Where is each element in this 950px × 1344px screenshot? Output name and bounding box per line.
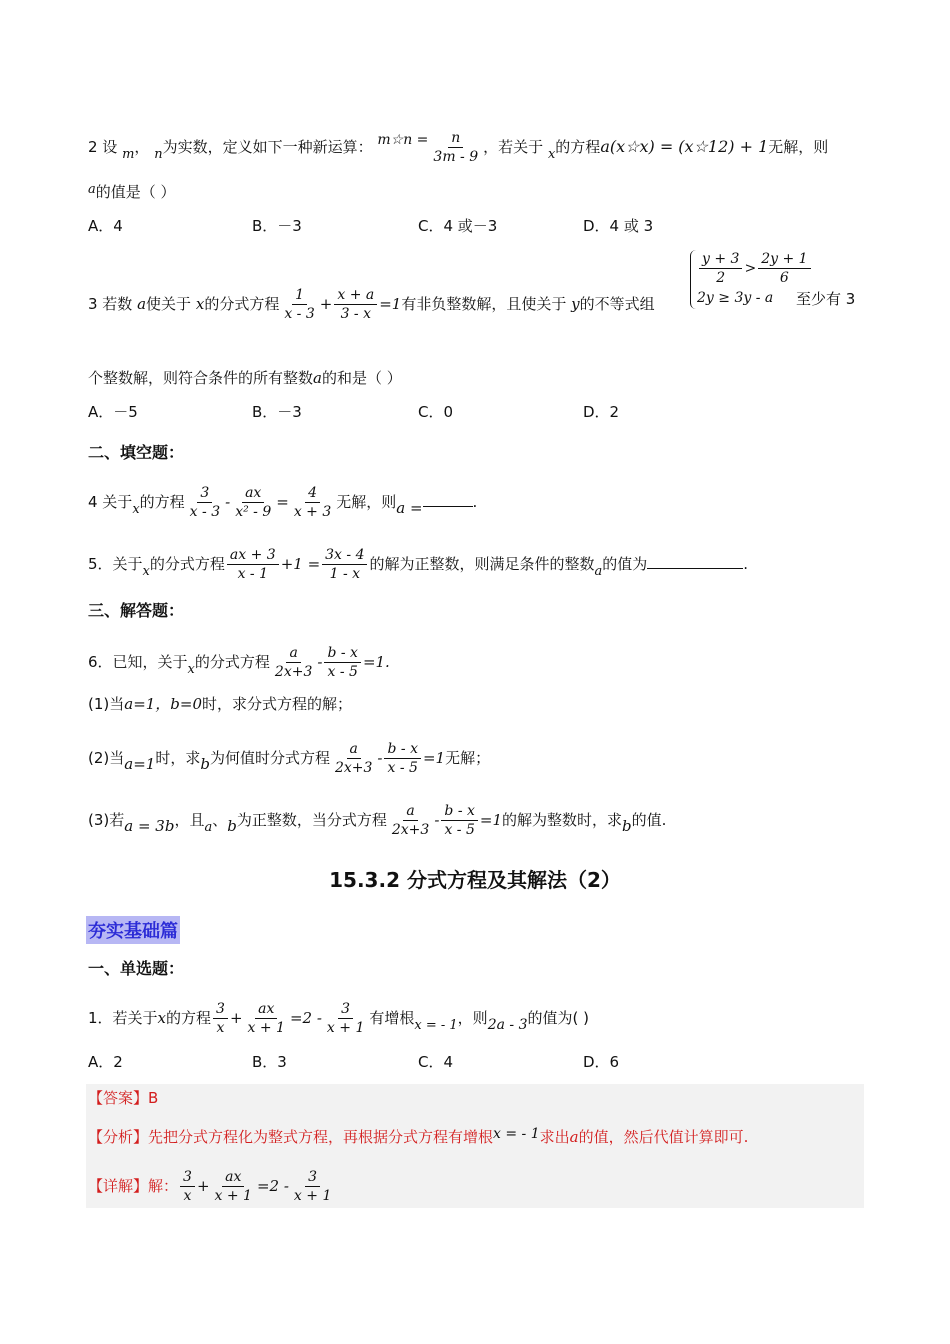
var-a: a [88,182,96,197]
question-2-line-1 [88,128,864,167]
q3-text: 有非负整数解，且使关于 [401,295,567,313]
equation-rhs: =1 [379,295,402,313]
expression: 2a - 3 [487,1017,528,1033]
var-a: a [313,369,322,387]
question-2-line-2 [88,178,864,204]
q1-text: 的值为( ) [527,1009,589,1027]
numerator: a [347,740,361,759]
denominator: x - 5 [327,664,358,680]
q3-text: 的不等式组 [579,295,655,313]
equation-middle: +1 = [280,555,321,573]
q6-condition: a = 3b [124,817,175,835]
q1-text: 的方程 [166,1009,212,1027]
analysis-line [88,1122,864,1149]
extraneous-root: x = - 1 [414,1018,458,1033]
fraction [441,802,478,839]
var-x: x [195,295,205,313]
q2-text: 2 设 [88,138,118,156]
a-equals: a = [396,499,423,517]
option-c[interactable]: C．4 或－3 [418,217,498,235]
question-2-options [88,214,864,238]
denominator: x - 1 [237,566,269,582]
numerator: 4 [305,484,320,503]
question-3-line-2 [88,366,864,390]
greater-than: > [744,260,757,277]
option-d[interactable]: D．6 [583,1053,620,1071]
q3-text-tail: 至少有 3 [796,290,856,308]
equation-rhs: =1 [479,811,503,829]
equation-middle: =2 - [289,1009,322,1027]
q2-text: 的值是（ ） [95,183,176,201]
q2-text: ，若关于 [483,138,544,156]
var-x: x [132,502,140,517]
q4-text: 4 关于 [88,493,133,511]
numerator: 3 [213,1000,228,1019]
denominator: x + 1 [214,1188,252,1204]
inequality-2: 2y ≥ 3y - a [697,290,774,306]
denominator: 3m - 9 [433,149,479,165]
numerator: b - x [384,740,421,759]
var-a: a [137,295,147,313]
numerator: b - x [441,802,478,821]
numerator: 3 [338,1000,353,1019]
q3-text: 使关于 [146,295,192,313]
plus-sign: + [229,1009,243,1027]
minus-sign: - [225,493,231,511]
numerator: ax [242,484,264,503]
denominator: 2 [716,270,726,286]
denominator: x + 1 [293,1188,332,1204]
fraction [699,250,742,287]
fraction [291,1168,334,1205]
numerator: y + 3 [699,250,742,269]
denominator: 1 - x [329,566,361,582]
denominator: x² - 9 [235,504,272,520]
numerator: x + a [334,286,377,305]
q3-fraction-1 [281,286,317,323]
q5-text: 5．关于 [88,555,143,573]
denominator: x + 1 [326,1020,365,1036]
q6-part-text: 时，求分式方程的解； [202,695,353,713]
minus-sign: - [434,811,440,829]
q2-equation: a(x☆x) = (x☆12) + 1 [600,137,769,156]
q6-part-text: 时，求 [155,749,201,767]
numerator: 3 [197,484,212,503]
fraction [212,1168,255,1205]
option-d[interactable]: D．2 [583,403,620,421]
denominator: 3 - x [340,306,371,322]
q6-part-text: 为正整数，当分式方程 [236,811,387,829]
q6-part-text: (3)若 [88,811,125,829]
denominator: x + 3 [293,504,332,520]
fraction [245,1000,288,1037]
question-1 [88,1000,864,1038]
q1-text: 有增根 [369,1009,415,1027]
var-n: n [154,147,163,162]
numerator: ax [255,1000,277,1019]
analysis-text: 求出 [539,1128,570,1146]
equation-middle: =2 - [256,1177,289,1195]
var-y: y [571,295,580,313]
var-x: x [187,662,195,677]
equation-rhs: =1 [422,749,446,767]
inequality-brace [690,250,813,309]
numerator: ax + 3 [227,546,279,565]
question-6-part-2 [88,740,864,777]
q2-text: 无解，则 [768,138,829,156]
denominator: x [183,1188,192,1204]
q2-text: 的方程 [555,138,601,156]
period: . [472,493,478,511]
section-heading-solve: 三、解答题： [88,601,185,620]
var-x: x [157,1009,167,1027]
numerator: 3x - 4 [322,546,367,565]
denominator: x - 3 [284,306,315,322]
question-3-options [88,400,864,424]
fraction [227,546,279,583]
denominator: x - 5 [387,760,418,776]
answer-label: 【答案】 [88,1089,149,1107]
minus-sign: - [377,749,383,767]
inequality-1 [697,250,813,287]
q1-text: ，则 [457,1009,488,1027]
numerator: b - x [324,644,361,663]
denominator: x + 1 [247,1020,285,1036]
q3-text: 3 若数 [88,295,133,313]
denominator: x [216,1020,225,1036]
var-b: b [622,817,632,835]
question-1-options [88,1050,864,1074]
fraction [384,740,421,777]
var-x: x [547,147,556,162]
fraction [389,802,432,839]
numerator: 3 [180,1168,195,1187]
q6-condition: a=1，b=0 [124,695,203,713]
q6-condition: a=1 [124,755,156,773]
inequality-system [690,250,813,309]
comma: ， [134,138,150,156]
q6-part-text: (1)当 [88,695,125,713]
q3-text: 个整数解，则符合条件的所有整数 [88,369,314,387]
q4-text: 的方程 [139,493,185,511]
q6-part-text: 无解； [445,749,491,767]
analysis-text: 的值，然后代值计算即可. [578,1128,749,1146]
minus-sign: - [317,653,323,671]
var-m: m [122,147,135,162]
denominator: 2x+3 [334,760,373,776]
q3-text: 的分式方程 [204,295,280,313]
fraction [187,484,223,521]
operation-fraction [430,129,481,166]
answer-line [88,1086,864,1110]
denominator: 2x+3 [274,664,313,680]
option-a[interactable]: A．2 [88,1053,123,1071]
fraction [272,644,315,681]
answer-blank[interactable] [647,554,743,569]
denominator: 6 [779,270,789,286]
q6-text: 6．已知，关于 [88,653,188,671]
fraction [322,546,367,583]
fraction [180,1168,195,1205]
option-b[interactable]: B．3 [252,1053,287,1071]
detail-line [88,1168,864,1205]
denominator: x - 3 [189,504,221,520]
question-6 [88,644,864,682]
numerator: ax [222,1168,244,1187]
fraction [232,484,274,521]
fraction [213,1000,228,1037]
plus-sign: + [196,1177,210,1195]
q3-fraction-2 [334,286,377,323]
var-a: a [594,564,603,579]
numerator: 2y + 1 [758,250,810,269]
denominator: x - 5 [444,822,475,838]
section-tag: 夯实基础篇 [86,916,180,944]
fraction [332,740,375,777]
detail-text: 解： [148,1177,179,1195]
q5-text: 的值为 [602,555,648,573]
fraction [758,250,810,287]
question-4 [88,484,864,522]
equation-rhs: =1. [362,653,390,671]
numerator: n [448,129,463,148]
option-c[interactable]: C．0 [418,403,454,421]
q2-text: 为实数，定义如下一种新运算： [162,138,373,156]
fraction [324,644,361,681]
option-b[interactable]: B．－3 [252,217,302,235]
var-a: a [204,820,213,835]
detail-label: 【详解】 [88,1177,149,1195]
separator: 、 [212,811,228,829]
q6-part-text: 为何值时分式方程 [209,749,330,767]
question-6-part-1 [88,692,864,716]
q6-part-text: (2)当 [88,749,125,767]
analysis-label: 【分析】 [88,1128,149,1146]
equals-sign: = [276,493,289,511]
q5-text: 的解为正整数，则满足条件的整数 [369,555,595,573]
option-c[interactable]: C．4 [418,1053,454,1071]
analysis-text: 先把分式方程化为整式方程，再根据分式方程有增根 [148,1128,494,1146]
option-a[interactable]: A．4 [88,217,123,235]
numerator: a [403,802,417,821]
page-title: 15.3.2 分式方程及其解法（2） [329,868,621,892]
fraction [324,1000,367,1037]
var-a: a [569,1128,579,1146]
operation-lhs: m☆n = [377,132,429,148]
option-a[interactable]: A．－5 [88,403,138,421]
q6-part-text: 的值. [631,811,667,829]
numerator: a [286,644,300,663]
extraneous-root: x = - 1 [493,1126,540,1142]
var-x: x [142,564,150,579]
plus-sign: + [319,295,333,313]
var-b: b [200,755,210,773]
answer-value: B [148,1089,159,1107]
period: . [743,555,749,573]
q3-text: 的和是（ ） [321,369,402,387]
question-6-part-3 [88,802,864,840]
denominator: 2x+3 [391,822,430,838]
q4-text: 无解，则 [336,493,397,511]
option-d[interactable]: D．4 或 3 [583,217,654,235]
q6-part-text: 的解为整数时，求 [502,811,623,829]
question-5 [88,546,864,584]
q1-text: 1．若关于 [88,1009,158,1027]
numerator: 1 [292,286,307,305]
q6-part-text: ，且 [174,811,205,829]
q6-text: 的分式方程 [194,653,270,671]
answer-blank[interactable] [423,492,473,507]
q5-text: 的分式方程 [149,555,225,573]
section-heading-single-choice: 一、单选题： [88,959,185,978]
section-heading-fill-blank: 二、填空题： [88,443,185,462]
numerator: 3 [305,1168,320,1187]
fraction [291,484,334,521]
var-b: b [227,817,237,835]
option-b[interactable]: B．－3 [252,403,302,421]
